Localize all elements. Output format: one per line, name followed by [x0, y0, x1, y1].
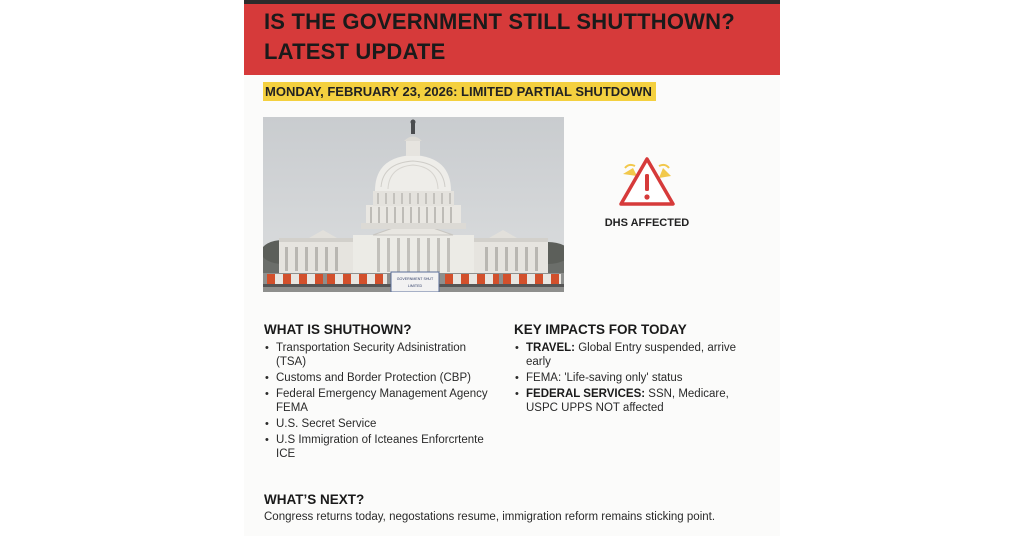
list-item — [514, 341, 754, 369]
date-status-tag: MONDAY, FEBRUARY 23, 2026: LIMITED PARTIAL SHUTDOWN — [263, 82, 656, 101]
list-item — [514, 387, 754, 415]
impact-text: Global Entry suspended, arrive early — [526, 342, 737, 368]
list-item: • Federal Emergency Management Agency FEMA — [264, 387, 494, 415]
whats-next-text: Congress returns today, negostations resume, immigration reform remains sticking point. — [264, 511, 716, 523]
list-item: • Customs and Border Protection (CBP) — [264, 371, 494, 385]
headline-banner — [244, 4, 780, 75]
key-impacts-section — [514, 322, 754, 417]
svg-text:GOVERNMENT SHUT: GOVERNMENT SHUT — [396, 277, 434, 281]
impact-text: SSN, Medicare, USPC UPPS NOT affected — [526, 388, 729, 414]
page-title: IS THE GOVERNMENT STILL SHUTTHOWN? LATEST UPDATE — [264, 9, 735, 64]
capitol-photo — [263, 117, 564, 292]
list-item: • Transportation Security Adsinistration (TSA) — [264, 341, 494, 369]
impact-text: FEMA: 'Life-saving only' status — [526, 372, 683, 384]
section-heading: WHAT’S NEXT? — [264, 492, 365, 507]
dhs-alert — [602, 154, 692, 229]
agency-list — [264, 341, 494, 461]
list-item: • U.S Immigration of Icteanes Enforcrtente ICE — [264, 433, 494, 461]
whats-next-section — [264, 492, 764, 523]
section-heading: KEY IMPACTS FOR TODAY — [514, 322, 687, 337]
impact-label: FEDERAL SERVICES: — [526, 388, 646, 400]
section-heading: WHAT IS SHUTHOWN? — [264, 322, 412, 337]
impact-list — [514, 341, 754, 415]
list-item — [514, 371, 754, 385]
article-card — [244, 0, 780, 536]
alert-label: DHS AFFECTED — [604, 217, 690, 229]
what-is-shutdown-section — [264, 322, 494, 463]
list-item: • U.S. Secret Service — [264, 417, 494, 431]
impact-label: TRAVEL: — [526, 342, 575, 354]
warning-triangle-icon — [615, 154, 679, 210]
svg-text:LIMITED: LIMITED — [407, 284, 423, 288]
